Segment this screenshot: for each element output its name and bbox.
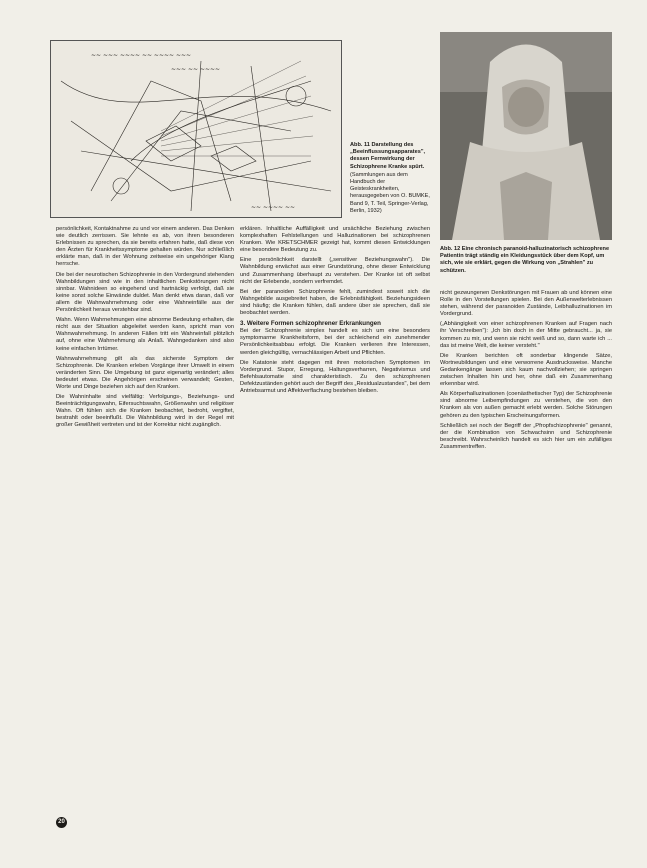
veiled-patient-photo (440, 32, 612, 240)
figure-11-caption-source: (Sammlungen aus dem Handbuch der Geisteskrankheiten, herausgegeben von O. BUMKE, Band 9, T. Teil, Springer-Verlag, Berlin, 1932) (350, 171, 430, 214)
paragraph: („Abhängigkeit von einer schizophrenen Kranken auf Fragen nach ihr Verschreiben"): „Ich bin doch in der Mitte gebraucht... ja, sie kommen zu mir, und wenn sie nicht weiß und so, dann warte ich ... das ist meine Welt, die keiner versteht." (440, 321, 612, 349)
paragraph: Die Wahninhalte sind vielfältig: Verfolgungs-, Beziehungs- und Beeinträchtigungswahn, Eifersuchtswahn, Größenwahn und religiöser Wahn. Oft fühlen sich die Kranken beobachtet, bedroht, vergiftet, bestrahlt oder beeinflußt. Die Wahnbildung wird in der Regel mit großer Gewißheit vertreten und ist der Korrektur nicht zugänglich. (56, 394, 234, 429)
text-column-2 (240, 226, 430, 826)
text-column-3 (440, 290, 612, 830)
page-number: 20 (56, 817, 67, 828)
paragraph: nicht gezwungenen Denkstörungen mit Frauen ab und können eine Rolle in den Vorstellungen spielen. Bei den Außenwelterlebnissen stehen, während der paranoiden Zustände, Leibhalluzinationen im Vordergrund. (440, 290, 612, 318)
illustration-drawing (51, 41, 341, 217)
paragraph: Bei der Schizophrenie simplex handelt es sich um eine besonders symptomarme Krankheitsform, bei der schleichend ein zunehmender Persönlichkeitsabbau erfolgt. Die Kranken verlieren ihre Interessen, werden gleichgültig, vernachlässigen Arbeit und Pflichten. (240, 328, 430, 356)
figure-12-caption-text: Abb. 12 Eine chronisch paranoid-halluzinatorisch schizophrene Patientin trägt ständig ein Kleidungsstück über dem Kopf, um sich, wie sie erklärt, gegen die Wirkung von „Strahlen" zu schützen. (440, 246, 610, 274)
illustration-handwriting-line: ~~ ~~~~ ~~ (251, 204, 296, 211)
paragraph: Als Körperhalluzinationen (coenästhetischer Typ) der Schizophrenie sind abnorme Leibempfindungen zu verstehen, die von den Kranken als von außen gemacht erlebt werden. Solche Störungen gehören zu den typischen Erscheinungsformen. (440, 391, 612, 419)
illustration-handwriting-line: ~~ ~~~ ~~~~ ~~ ~~~~ ~~~ (91, 52, 192, 59)
influencing-machine-illustration (50, 40, 342, 218)
paragraph: Die bei der neurotischen Schizophrenie in den Vordergrund stehenden Wahnbildungen sind wie in den inhaltlichen Denkstörungen nicht sinnbar. Wahnideen so eingehend und hartnäckig verfolgt, daß sie keine sonst solche Einwände duldet. Man denkt etwa daran, daß vor allem die Wahnwahrnehmung oder eine Wahneinfälle aus der Persönlichkeit heraus verstehbar sind. (56, 271, 234, 314)
figure-11-caption-title: Abb. 11 Darstellung des „Beeinflussungsapparates", dessen Fernwirkung der Schizophrene Kranke spürt. (350, 142, 426, 170)
paragraph: Bei der paranoiden Schizophrenie fehlt, zumindest soweit sich die Wahngebilde ausgebreitet haben, die Erlebnisfähigkeit. Beziehungsideen sind häufig; die Kranken fühlen, daß andere über sie sprechen, daß sie beobachtet werden. (240, 288, 430, 317)
paragraph: Wahnwahrnehmung gilt als das sicherste Symptom der Schizophrenie. Die Kranken erleben Vorgänge ihrer Umwelt in einem veränderten Sinn. Die Umgebung ist ganz eigenartig verändert; alles bedeutet etwas. Die Angehörigen erscheinen verwandelt; Gesten, Worte und Dinge beziehen sich auf den Kranken. (56, 355, 234, 390)
paragraph: persönlichkeit, Kontaktnahme zu und vor einem anderen. Das Denken wie deutlich zerrissen. Sie lehnte es ab, von ihren besonderen Erlebnissen zu sprechen, da sie bereits erfahren hatte, daß diese von den Ärzten für Krankheitssymptome gehalten würden. Nur schließlich erklärte man, daß in der Wohnung zeitweise ein ungehöriger Klang herrsche. (56, 226, 234, 268)
paragraph: erklären. Inhaltliche Auffälligkeit und ursächliche Beziehung zwischen komplexhaften Fehlstellungen und Halluzinationen bei schizophrenen Kranken. Wie KRETSCHMER gezeigt hat, kommt diesen Entwicklungen eine besondere Bedeutung zu. (240, 226, 430, 254)
illustration-handwriting-line: ~~~ ~~ ~~~~ (171, 66, 221, 73)
text-column-1 (56, 226, 234, 826)
paragraph: Die Katatonie steht dagegen mit ihren motorischen Symptomen im Vordergrund. Stupor, Erregung, Haltungsverharren, Negativismus und Befehlsautomatie sind charakteristisch. Zu den schizophrenen Defektzuständen gehört auch der Begriff des „Residualzustandes", bei dem Antriebsarmut und Affektverflachung bestehen bleiben. (240, 359, 430, 394)
figure-12-caption (440, 246, 612, 284)
paragraph: Schließlich sei noch der Begriff der „Pfropfschizophrenie" genannt, der die Kombination von Schwachsinn und Schizophrenie beschreibt. Wahrscheinlich handelt es sich hier um ein zufälliges Zusammentreffen. (440, 422, 612, 450)
paragraph: Eine persönlichkeit darstellt („sensitiver Beziehungswahn"). Die Wahnbildung erwächst aus einer Grundstörung, ohne dieser Entwicklung und Zusammenhang überhaupt zu verstehen. Der Kranke ist oft selbst nicht der Erlebende, sondern verfremdet. (240, 257, 430, 285)
paragraph: Wahn. Wenn Wahrnehmungen eine abnorme Bedeutung erhalten, die nicht aus der Situation abgeleitet werden kann, spricht man von Wahnwahrnehmung. In anderen Fällen tritt ein Wahneinfall plötzlich auf, ohne eine Wahrnehmung als Anlaß. Wahngedanken sind also keine einfachen Irrtümer. (56, 317, 234, 352)
section-heading: 3. Weitere Formen schizophrener Erkrankungen (240, 320, 381, 328)
paragraph: Die Kranken berichten oft sonderbar klingende Sätze, Wortneubildungen und eine verworrene Ausdrucksweise. Manche Gedankengänge lassen sich kaum nachvollziehen; sie springen zwischen Inhalten hin und her, ohne daß ein Zusammenhang erkennbar wird. (440, 352, 612, 388)
